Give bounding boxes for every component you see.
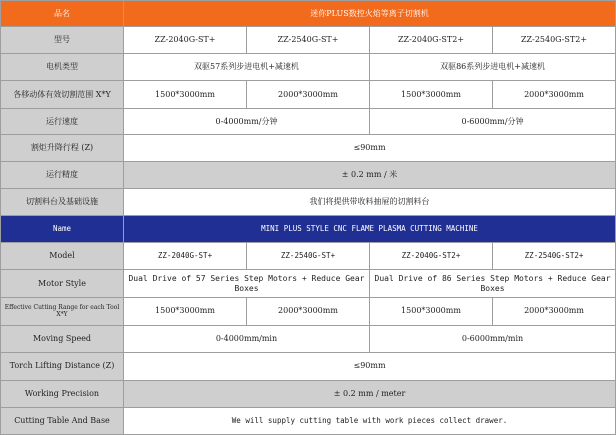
table-row [1, 326, 615, 352]
en-range-value: 2000*3000mm [247, 298, 369, 325]
cn-table-label: 切割料台及基础设施 [1, 189, 123, 215]
cn-model-label: 型号 [1, 27, 123, 53]
table-row [1, 54, 615, 80]
en-model-value: ZZ-2540G-ST+ [247, 243, 369, 269]
en-motor-value: Dual Drive of 57 Series Step Motors + Reduce Gear Boxes [124, 270, 369, 296]
cn-speed-label: 运行速度 [1, 109, 123, 134]
table-row [1, 1, 615, 26]
table-row [1, 381, 615, 407]
table-row [1, 81, 615, 108]
cn-model-value: ZZ-2040G-ST+ [124, 27, 246, 53]
table-row [1, 109, 615, 134]
en-range-value: 1500*3000mm [124, 298, 246, 325]
cn-precision-value: ± 0.2 mm / 米 [124, 162, 615, 188]
cn-motor-value: 双驱86系列步进电机+减速机 [370, 54, 615, 80]
cn-speed-value: 0-4000mm/分钟 [124, 109, 369, 134]
en-model-value: ZZ-2040G-ST2+ [370, 243, 492, 269]
en-name-value: MINI PLUS STYLE CNC FLAME PLASMA CUTTING MACHINE [124, 216, 615, 242]
table-row [1, 270, 615, 296]
en-range-value: 1500*3000mm [370, 298, 492, 325]
cn-model-value: ZZ-2540G-ST+ [247, 27, 369, 53]
en-range-label: Effective Cutting Range for each Tool X*Y [1, 298, 123, 325]
table-row [1, 135, 615, 161]
table-row [1, 408, 615, 434]
en-precision-label: Working Precision [1, 381, 123, 407]
cn-motor-label: 电机类型 [1, 54, 123, 80]
en-table-value: We will supply cutting table with work pieces collect drawer. [124, 408, 615, 434]
en-lift-value: ≤90mm [124, 353, 615, 380]
en-model-label: Model [1, 243, 123, 269]
en-motor-label: Motor Style [1, 270, 123, 296]
table-row [1, 298, 615, 325]
en-name-label: Name [1, 216, 123, 242]
cn-range-value: 1500*3000mm [370, 81, 492, 108]
en-model-value: ZZ-2040G-ST+ [124, 243, 246, 269]
cn-range-label: 各移动体有效切割范围 X*Y [1, 81, 123, 108]
en-table-label: Cutting Table And Base [1, 408, 123, 434]
cn-range-value: 2000*3000mm [247, 81, 369, 108]
cn-precision-label: 运行精度 [1, 162, 123, 188]
cn-name-value: 迷你PLUS数控火焰等离子切割机 [124, 1, 615, 26]
en-precision-value: ± 0.2 mm / meter [124, 381, 615, 407]
cn-model-value: ZZ-2040G-ST2+ [370, 27, 492, 53]
en-speed-value: 0-4000mm/min [124, 326, 369, 352]
cn-table-value: 我们将提供带收料抽屉的切割料台 [124, 189, 615, 215]
cn-range-value: 1500*3000mm [124, 81, 246, 108]
en-range-value: 2000*3000mm [493, 298, 615, 325]
table-row [1, 162, 615, 188]
cn-lift-value: ≤90mm [124, 135, 615, 161]
table-row [1, 216, 615, 242]
cn-model-value: ZZ-2540G-ST2+ [493, 27, 615, 53]
table-row [1, 353, 615, 380]
en-model-value: ZZ-2540G-ST2+ [493, 243, 615, 269]
cn-range-value: 2000*3000mm [493, 81, 615, 108]
cn-speed-value: 0-6000mm/分钟 [370, 109, 615, 134]
en-motor-value: Dual Drive of 86 Series Step Motors + Reduce Gear Boxes [370, 270, 615, 296]
en-lift-label: Torch Lifting Distance (Z) [1, 353, 123, 380]
cn-name-label: 品名 [1, 1, 123, 26]
table-row [1, 27, 615, 53]
en-speed-value: 0-6000mm/min [370, 326, 615, 352]
en-speed-label: Moving Speed [1, 326, 123, 352]
cn-motor-value: 双驱57系列步进电机+减速机 [124, 54, 369, 80]
cn-lift-label: 割炬升降行程 (Z) [1, 135, 123, 161]
table-row [1, 243, 615, 269]
table-row [1, 189, 615, 215]
